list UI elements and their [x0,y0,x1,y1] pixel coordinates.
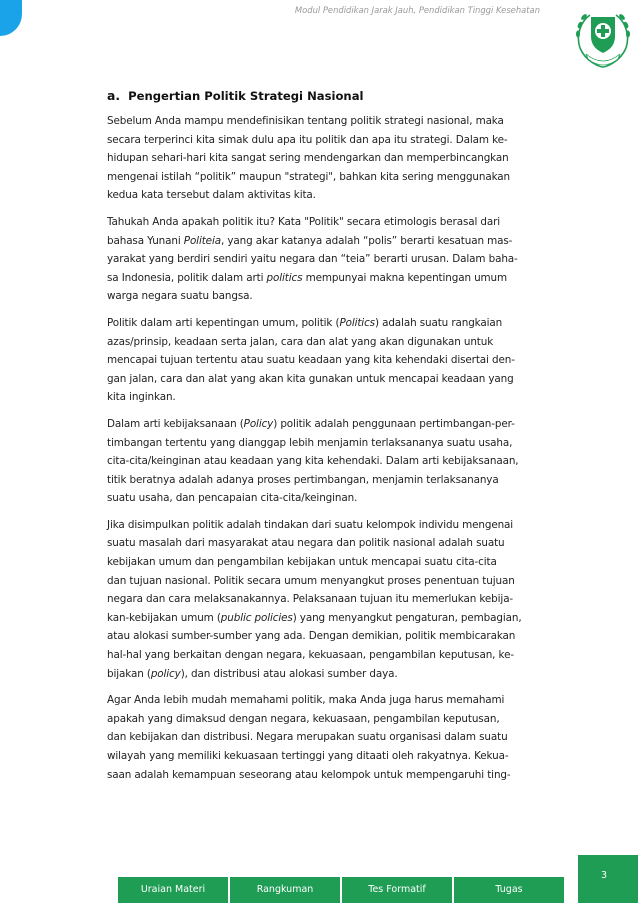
text-segment: saan adalah kemampuan seseorang atau kelompok untuk mempengaruhi ting- [107,768,511,781]
text-line [107,213,562,232]
text-line [107,333,562,352]
text-segment: mencapai tujuan tertentu atau suatu keadaan yang kita kehendaki disertai den- [107,354,515,367]
text-segment: bahasa Yunani [107,234,184,247]
paragraph [107,415,562,508]
text-segment: Sebelum Anda mampu mendefinisikan tentang politik strategi nasional, maka [107,115,504,127]
paragraph [107,112,562,205]
nav-tab-rangkuman[interactable]: Rangkuman [230,877,340,903]
paragraph [107,314,562,407]
page-number-box [578,855,638,903]
text-segment: titik beratnya adalah adanya proses pertimbangan, menjamin terlaksananya [107,473,499,486]
text-line [107,452,562,471]
kemenkes-logo-icon [572,6,634,74]
text-segment: hidupan sehari-hari kita sangat sering mendengarkan dan memperbincangkan [107,152,509,165]
text-segment: kan-kebijakan umum ( [107,611,221,624]
text-line [107,370,562,389]
text-segment: azas/prinsip, keadaan serta jalan, cara dan alat yang akan digunakan untuk [107,335,494,348]
text-line [107,186,562,205]
text-line [107,250,562,269]
italic-term: politics [266,271,303,284]
text-segment: ) politik adalah penggunaan pertimbangan-per- [273,417,515,430]
text-segment: kebijakan umum dan pengambilan kebijakan untuk mencapai suatu cita-cita [107,556,497,569]
italic-term: Politics [339,316,375,329]
text-line [107,710,562,729]
paragraph-list [107,112,562,784]
text-line [107,388,562,407]
text-line [107,314,562,333]
italic-term: Politeia [183,234,221,247]
text-line [107,590,562,609]
paragraph [107,516,562,683]
text-segment: Agar Anda lebih mudah memahami politik, maka Anda juga harus memahami [107,694,505,707]
footer-nav [118,877,566,903]
text-line [107,168,562,187]
section-letter: a. [107,88,121,103]
page-number: 3 [600,870,608,881]
nav-tab-tes-formatif[interactable]: Tes Formatif [342,877,452,903]
text-line [107,572,562,591]
text-segment: apakah yang dimaksud dengan negara, kekuasaan, pengambilan keputusan, [107,712,500,725]
text-segment: cita-cita/keinginan atau keadaan yang kita kehendaki. Dalam arti kebijaksanaan, [107,455,519,468]
text-segment: bijakan ( [107,667,151,680]
section-title: Pengertian Politik Strategi Nasional [128,89,364,103]
text-segment: mengenai istilah “politik” maupun "strategi", bahkan kita sering menggunakan [107,170,511,183]
main-content [107,88,562,792]
text-line [107,665,562,684]
italic-term: policy [150,667,181,680]
nav-tab-uraian-materi[interactable]: Uraian Materi [118,877,228,903]
text-segment: wilayah yang memiliki kekuasaan tertinggi yang ditaati oleh rakyatnya. Kekua- [107,750,509,762]
paragraph [107,691,562,784]
text-line [107,269,562,288]
section-heading [107,88,562,103]
text-segment: suatu usaha, dan pencapaian cita-cita/keinginan. [107,492,358,505]
text-line [107,766,562,785]
text-segment: Politik dalam arti kepentingan umum, politik ( [107,316,340,329]
text-line [107,646,562,665]
text-segment: Jika disimpulkan politik adalah tindakan dari suatu kelompok individu mengenai [107,518,514,531]
italic-term: Policy [243,417,274,430]
text-line [107,534,562,553]
text-segment: dan tujuan nasional. Politik secara umum menyangkut proses penentuan tujuan [107,574,515,587]
text-line [107,415,562,434]
text-line [107,287,562,306]
text-line [107,149,562,168]
text-segment: Dalam arti kebijaksanaan ( [107,417,244,430]
text-segment: sa Indonesia, politik dalam arti [107,271,267,284]
text-line [107,434,562,453]
text-line [107,728,562,747]
text-line [107,747,562,766]
text-segment: dan kebijakan dan distribusi. Negara merupakan suatu organisasi dalam suatu [107,731,508,744]
text-line [107,232,562,251]
text-segment: secara terperinci kita simak dulu apa itu politik dan apa itu strategi. Dalam ke- [107,133,508,146]
text-segment: Tahukah Anda apakah politik itu? Kata "Politik" secara etimologis berasal dari [107,215,501,228]
corner-decoration [0,0,22,36]
text-line [107,489,562,508]
text-line [107,131,562,150]
text-segment: mempunyai makna kepentingan umum [302,271,508,284]
text-segment: , yang akar katanya adalah “polis” berarti kesatuan mas- [220,234,513,247]
text-segment: atau alokasi sumber-sumber yang ada. Dengan demikian, politik membicarakan [107,630,516,643]
text-line [107,627,562,646]
text-line [107,609,562,628]
text-segment: warga negara suatu bangsa. [107,290,253,303]
text-segment: ) adalah suatu rangkaian [374,316,503,329]
nav-tab-tugas[interactable]: Tugas [454,877,564,903]
running-header: Modul Pendidikan Jarak Jauh, Pendidikan Tinggi Kesehatan [294,5,540,15]
text-line [107,516,562,535]
text-segment: suatu masalah dari masyarakat atau negara dan politik nasional adalah suatu [107,537,505,550]
text-line [107,112,562,131]
text-segment: ) yang menyangkut pengaturan, pembagian, [292,611,522,624]
paragraph [107,213,562,306]
text-segment: ), dan distribusi atau alokasi sumber daya. [180,667,398,680]
text-line [107,351,562,370]
text-line [107,471,562,490]
text-line [107,553,562,572]
italic-term: public policies [220,611,293,624]
text-segment: yarakat yang berdiri sendiri yaitu negara dan “teia” berarti urusan. Dalam baha- [107,253,518,266]
text-segment: kita inginkan. [107,391,176,404]
text-segment: kedua kata tersebut dalam aktivitas kita. [107,189,316,202]
text-segment: negara dan cara melaksanakannya. Pelaksanaan tujuan itu memerlukan kebija- [107,593,514,606]
text-segment: hal-hal yang berkaitan dengan negara, kekuasaan, pengambilan keputusan, ke- [107,649,514,662]
text-segment: gan jalan, cara dan alat yang akan kita gunakan untuk mencapai keadaan yang [107,372,514,385]
text-segment: timbangan tertentu yang dianggap lebih menjamin terlaksananya suatu usaha, [107,436,513,449]
text-line [107,691,562,710]
